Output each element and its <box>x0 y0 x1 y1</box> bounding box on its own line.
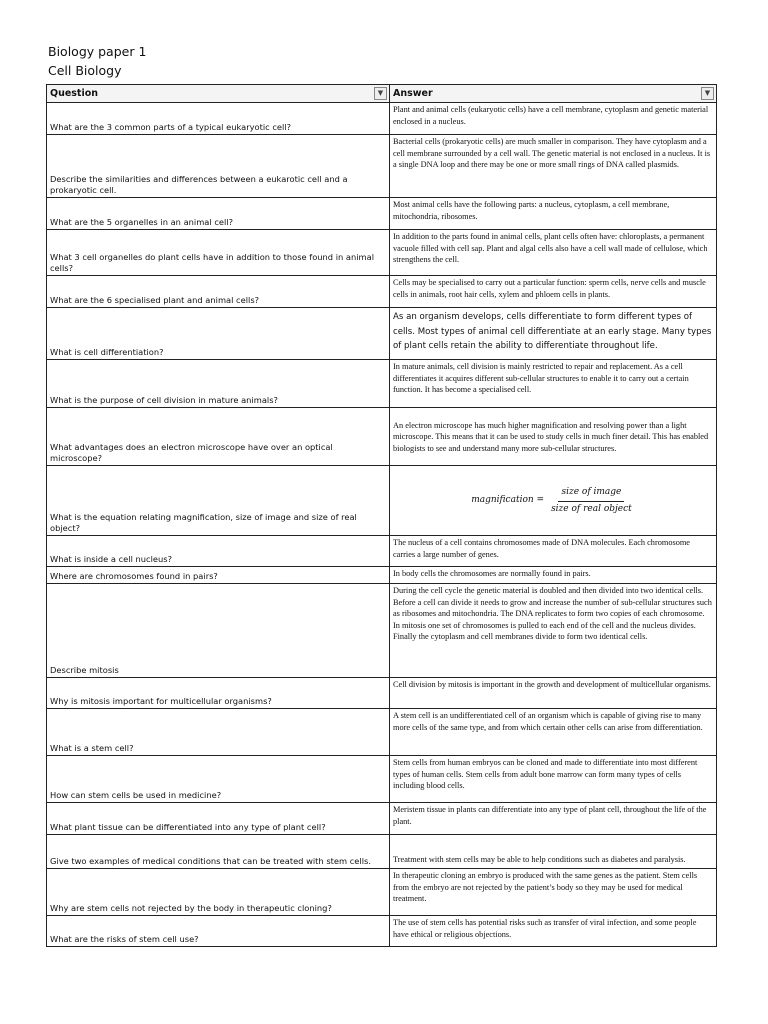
filter-dropdown-icon[interactable]: ▼ <box>374 87 387 100</box>
table-row <box>47 709 717 756</box>
table-row <box>47 466 717 536</box>
table-row <box>47 276 717 308</box>
answer-cell-equation <box>390 466 717 536</box>
question-cell: What is the purpose of cell division in mature animals? <box>47 360 390 408</box>
table-row <box>47 678 717 709</box>
answer-cell: In mature animals, cell division is mainly restricted to repair and replacement. As a cell differentiates it acquires different sub-cellular structures to enable it to carry out a certain function. It has become a specialised cell. <box>390 360 717 408</box>
question-cell: What plant tissue can be differentiated into any type of plant cell? <box>47 803 390 835</box>
answer-cell: Plant and animal cells (eukaryotic cells) have a cell membrane, cytoplasm and genetic material enclosed in a nucleus. <box>390 103 717 135</box>
table-row <box>47 869 717 916</box>
question-cell: What are the 5 organelles in an animal cell? <box>47 198 390 230</box>
question-cell: Where are chromosomes found in pairs? <box>47 567 390 584</box>
table-row <box>47 135 717 198</box>
magnification-equation <box>471 487 635 515</box>
column-header-answer <box>390 85 717 103</box>
equation-lhs: magnification = <box>471 495 545 506</box>
question-cell: What is the equation relating magnification, size of image and size of real object? <box>47 466 390 536</box>
answer-cell: Stem cells from human embryos can be cloned and made to differentiate into most different types of human cells. Stem cells from adult bone marrow can form many types of cells including blood cells. <box>390 756 717 803</box>
table-row <box>47 756 717 803</box>
table-row <box>47 803 717 835</box>
question-cell: What 3 cell organelles do plant cells have in addition to those found in animal cells? <box>47 230 390 276</box>
question-cell: What is a stem cell? <box>47 709 390 756</box>
document-subtitle: Cell Biology <box>48 63 122 78</box>
answer-cell: A stem cell is an undifferentiated cell of an organism which is capable of giving rise to many more cells of the same type, and from which certain other cells can arise from differentiation. <box>390 709 717 756</box>
answer-cell: Treatment with stem cells may be able to help conditions such as diabetes and paralysis. <box>390 835 717 869</box>
table-row <box>47 308 717 360</box>
question-cell: Give two examples of medical conditions that can be treated with stem cells. <box>47 835 390 869</box>
table-header-row <box>47 85 717 103</box>
table-row <box>47 103 717 135</box>
answer-cell: In addition to the parts found in animal cells, plant cells often have: chloroplasts, a permanent vacuole filled with cell sap. Plant and algal cells also have a cell wall made of cellulose, which strengthens the cell. <box>390 230 717 276</box>
answer-cell: Cells may be specialised to carry out a particular function: sperm cells, nerve cells and muscle cells in animals, root hair cells, xylem and phloem cells in plants. <box>390 276 717 308</box>
table-row <box>47 916 717 947</box>
answer-cell: During the cell cycle the genetic material is doubled and then divided into two identical cells. Before a cell can divide it needs to grow and increase the number of sub-cellular structures such as ribosomes and mitochondria. The DNA replicates to form two copies of each chromosome. In mitosis one set of chromosomes is pulled to each end of the cell and the nucleus divides. Finally the cytoplasm and cell membranes divide to form two identical cells. <box>390 584 717 678</box>
table-row <box>47 198 717 230</box>
filter-dropdown-icon[interactable]: ▼ <box>701 87 714 100</box>
column-header-answer-label: Answer <box>393 88 433 99</box>
question-cell: What is cell differentiation? <box>47 308 390 360</box>
table-row <box>47 360 717 408</box>
document-title: Biology paper 1 <box>48 44 147 59</box>
equation-denominator: size of real object <box>551 503 632 514</box>
question-cell: Why is mitosis important for multicellular organisms? <box>47 678 390 709</box>
answer-cell: Bacterial cells (prokaryotic cells) are much smaller in comparison. They have cytoplasm and a cell membrane surrounded by a cell wall. The genetic material is not enclosed in a nucleus. It is a single DNA loop and there may be one or more small rings of DNA called plasmids. <box>390 135 717 198</box>
question-cell: What is inside a cell nucleus? <box>47 536 390 567</box>
question-cell: Describe the similarities and differences between a eukarotic cell and a prokaryotic cell. <box>47 135 390 198</box>
column-header-question <box>47 85 390 103</box>
table-row <box>47 536 717 567</box>
table-row <box>47 567 717 584</box>
answer-cell: Most animal cells have the following parts: a nucleus, cytoplasm, a cell membrane, mitochondria, ribosomes. <box>390 198 717 230</box>
answer-cell: Meristem tissue in plants can differentiate into any type of plant cell, throughout the life of the plant. <box>390 803 717 835</box>
qa-table <box>46 84 717 947</box>
answer-cell: An electron microscope has much higher magnification and resolving power than a light microscope. This means that it can be used to study cells in much finer detail. This has enabled biologists to see and understand many more sub-cellular structures. <box>390 408 717 466</box>
question-cell: What are the 6 specialised plant and animal cells? <box>47 276 390 308</box>
table-row <box>47 584 717 678</box>
answer-cell: As an organism develops, cells differentiate to form different types of cells. Most types of animal cell differentiate at an early stage. Many types of plant cells retain the ability to differentiate throughout life. <box>390 308 717 360</box>
equation-numerator: size of image <box>558 487 624 502</box>
answer-cell: The nucleus of a cell contains chromosomes made of DNA molecules. Each chromosome carries a large number of genes. <box>390 536 717 567</box>
table-row <box>47 230 717 276</box>
table-row <box>47 835 717 869</box>
question-cell: What advantages does an electron microscope have over an optical microscope? <box>47 408 390 466</box>
question-cell: What are the 3 common parts of a typical eukaryotic cell? <box>47 103 390 135</box>
question-cell: What are the risks of stem cell use? <box>47 916 390 947</box>
question-cell: Why are stem cells not rejected by the body in therapeutic cloning? <box>47 869 390 916</box>
column-header-question-label: Question <box>50 88 99 99</box>
answer-cell: In body cells the chromosomes are normally found in pairs. <box>390 567 717 584</box>
answer-cell: In therapeutic cloning an embryo is produced with the same genes as the patient. Stem cells from the embryo are not rejected by the patient’s body so they may be used for medical treatment. <box>390 869 717 916</box>
answer-cell: Cell division by mitosis is important in the growth and development of multicellular organisms. <box>390 678 717 709</box>
question-cell: Describe mitosis <box>47 584 390 678</box>
table-row <box>47 408 717 466</box>
answer-cell: The use of stem cells has potential risks such as transfer of viral infection, and some people have ethical or religious objections. <box>390 916 717 947</box>
question-cell: How can stem cells be used in medicine? <box>47 756 390 803</box>
